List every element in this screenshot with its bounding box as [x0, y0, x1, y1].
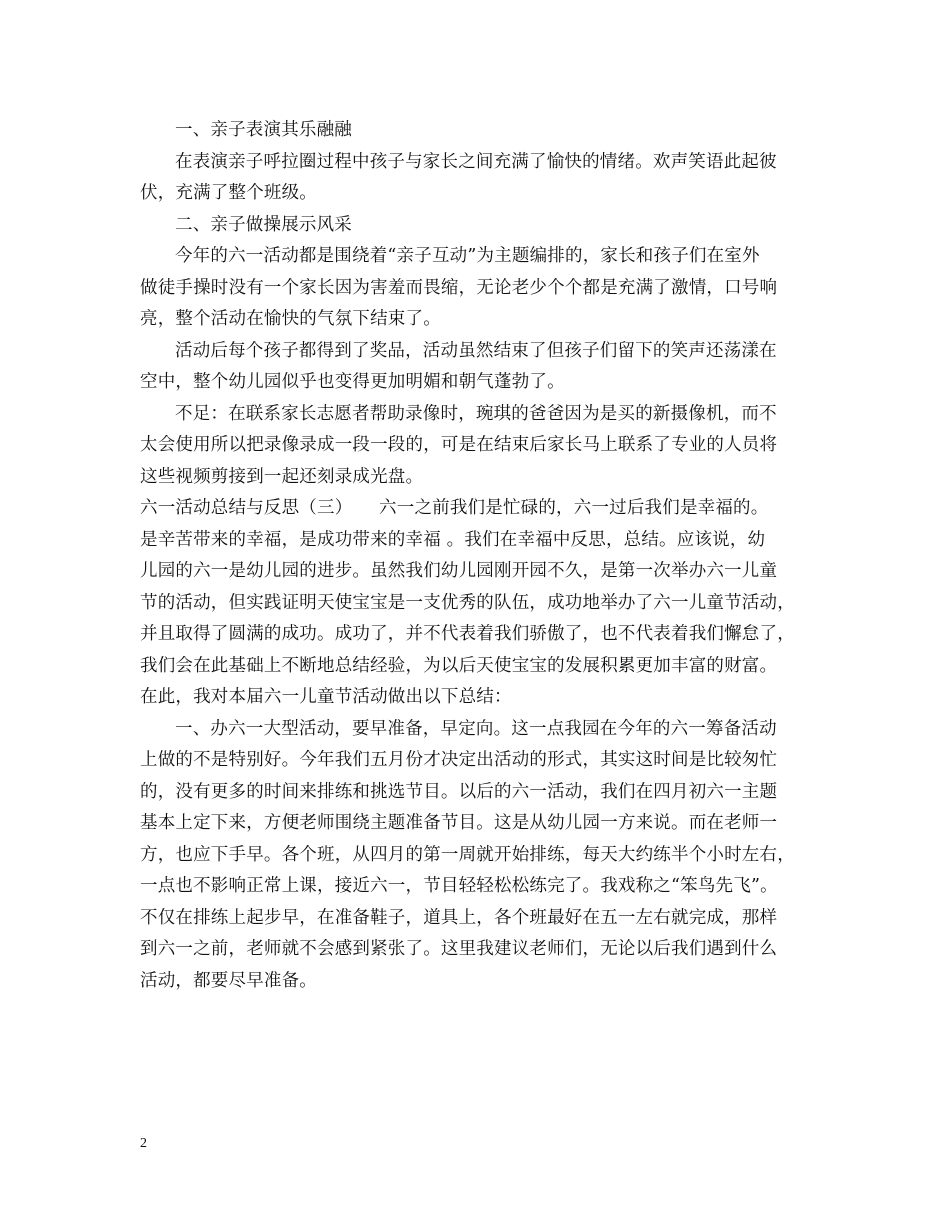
- paragraph-line: 一点也不影响正常上课，接近六一，节目轻轻松松练完了。我戏称之“笨鸟先飞”。: [140, 876, 778, 896]
- paragraph-line: 太会使用所以把录像录成一段一段的，可是在结束后家长马上联系了专业的人员将: [140, 435, 778, 455]
- section-heading-line: 六一活动总结与反思（三） 六一之前我们是忙碌的，六一过后我们是幸福的。: [140, 498, 769, 518]
- paragraph-line: 不仅在排练上起步早，在准备鞋子，道具上，各个班最好在五一左右就完成，那样: [140, 907, 778, 928]
- paragraph-line: 一、亲子表演其乐融融: [175, 120, 352, 140]
- paragraph-line: 活动后每个孩子都得到了奖品，活动虽然结束了但孩子们留下的笑声还荡漾在: [175, 340, 777, 361]
- paragraph-line: 今年的六一活动都是围绕着“亲子互动”为主题编排的，家长和孩子们在室外: [175, 246, 760, 266]
- paragraph-line: 是辛苦带来的幸福，是成功带来的幸福 。我们在幸福中反思，总结。应该说，幼: [140, 529, 766, 550]
- paragraph-line: 节的活动，但实践证明天使宝宝是一支优秀的队伍，成功地举办了六一儿童节活动，: [140, 592, 795, 613]
- paragraph-line: 基本上定下来，方便老师围绕主题准备节目。这是从幼儿园一方来说。而在老师一: [140, 813, 778, 833]
- paragraph-line: 这些视频剪接到一起还刻录成光盘。: [140, 466, 424, 487]
- paragraph-line: 不足：在联系家长志愿者帮助录像时，琬琪的爸爸因为是买的新摄像机，而不: [175, 403, 777, 424]
- paragraph-line: 儿园的六一是幼儿园的进步。虽然我们幼儿园刚开园不久，是第一次举办六一儿童: [140, 561, 778, 581]
- paragraph-line: 一、办六一大型活动，要早准备，早定向。这一点我园在今年的六一筹备活动: [175, 718, 777, 739]
- paragraph-line: 亮，整个活动在愉快的气氛下结束了。: [140, 309, 441, 329]
- paragraph-line: 并且取得了圆满的成功。成功了，并不代表着我们骄傲了，也不代表着我们懈怠了，: [140, 624, 795, 644]
- paragraph-line: 上做的不是特别好。今年我们五月份才决定出活动的形式，其实这时间是比较匆忙: [140, 750, 778, 770]
- paragraph-line: 伏，充满了整个班级。: [140, 183, 317, 203]
- paragraph-line: 做徒手操时没有一个家长因为害羞而畏缩，无论老少个个都是充满了激情，口号响: [140, 277, 778, 298]
- paragraph-line: 在表演亲子呼拉圈过程中孩子与家长之间充满了愉快的情绪。欢声笑语此起彼: [175, 151, 777, 172]
- paragraph-line: 的，没有更多的时间来排练和挑选节目。以后的六一活动，我们在四月初六一主题: [140, 781, 778, 802]
- paragraph-line: 到六一之前，老师就不会感到紧张了。这里我建议老师们，无论以后我们遇到什么: [140, 939, 778, 959]
- paragraph-line: 空中，整个幼儿园似乎也变得更加明媚和朝气蓬勃了。: [140, 372, 565, 392]
- paragraph-line: 活动，都要尽早准备。: [140, 970, 317, 991]
- paragraph-line: 我们会在此基础上不断地总结经验，为以后天使宝宝的发展积累更加丰富的财富。: [140, 655, 778, 676]
- document-body: [140, 116, 820, 998]
- paragraph-line: 方，也应下手早。各个班，从四月的第一周就开始排练，每天大约练半个小时左右，: [140, 844, 795, 865]
- page-number: 2: [140, 1136, 147, 1151]
- paragraph-line: 在此，我对本届六一儿童节活动做出以下总结：: [140, 687, 512, 707]
- paragraph-line: 二、亲子做操展示风采: [175, 214, 352, 235]
